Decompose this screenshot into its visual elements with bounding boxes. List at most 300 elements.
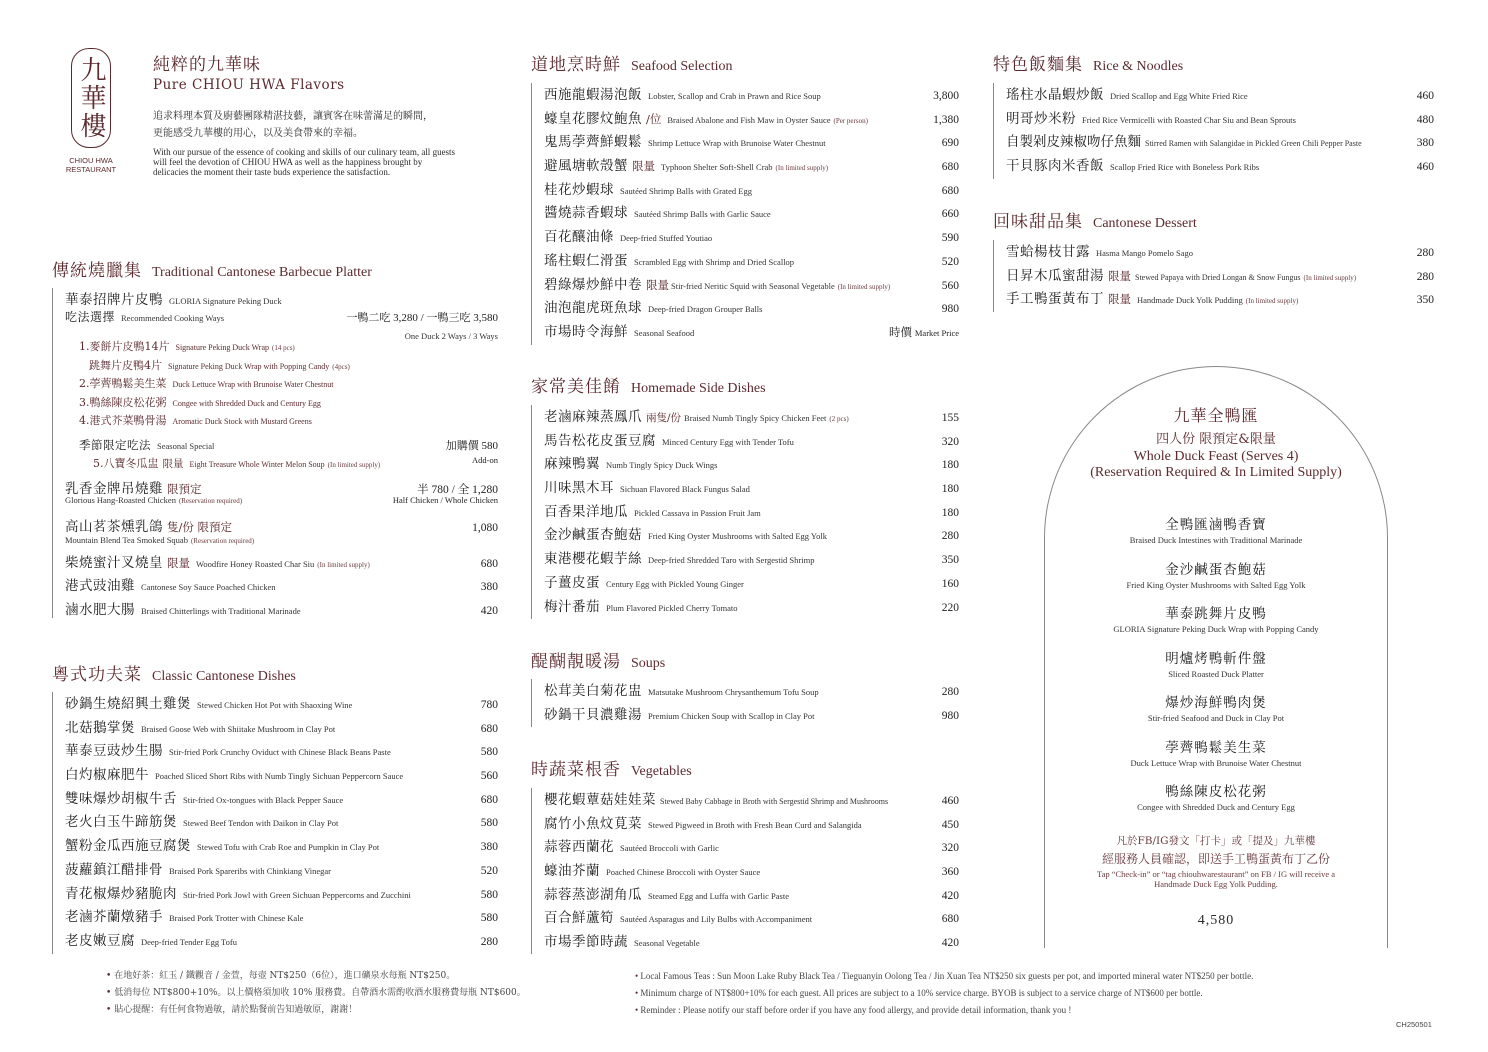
item-price: 520 (941, 255, 959, 268)
item-price: 420 (941, 889, 959, 902)
menu-item (544, 595, 959, 619)
item-name-en: Stir-fried Ox-tongues with Black Pepper Sauce (183, 794, 344, 805)
menu-item (544, 500, 959, 524)
document-code: CH250501 (1396, 1020, 1432, 1029)
footer-line: • Reminder : Please notify our staff before order if you have any food allergy, and provide detail information, thank you ! (635, 1005, 1072, 1015)
item-name-zh: 菠蘿鎮江醋排骨 (65, 861, 163, 878)
season-zh: 季節限定吃法 (79, 437, 151, 452)
home-list (531, 405, 959, 619)
footer-line: • 低消每位 NT$800+10%。以上價格須加收 10% 服務費。自帶酒水需酌收酒水服務費每瓶 NT$600。 (106, 988, 526, 998)
item-name-en: Dried Scallop and Egg White Fried Rice (1110, 91, 1248, 101)
logo-en-1: CHIOU HWA (69, 156, 113, 165)
item-price: 280 (1416, 270, 1434, 283)
item-name-en: Stir-fried Pork Jowl with Green Sichuan Peppercorns and Zucchini (183, 889, 411, 900)
item-name-zh: 百合鮮蘆筍 (544, 910, 614, 927)
item-price: 半 780 / 全 1,280 (417, 483, 498, 496)
item-price: 780 (480, 699, 498, 711)
soups-title-en: Soups (631, 656, 666, 671)
footer-line: • Local Famous Teas : Sun Moon Lake Ruby Black Tea / Tieguanyin Oolong Tea / Jin Xuan Tea NT$250 six guests per pot, and imported mineral water NT$250 per bottle. (635, 971, 1254, 981)
item-name-zh: 老皮嫩豆腐 (65, 932, 135, 949)
item-price: 350 (941, 554, 959, 567)
season-item-en: Eight Treasure Whole Winter Melon Soup (189, 459, 325, 469)
item-name-zh: 柴燒蜜汁叉燒皇 (65, 554, 163, 571)
item-name-en: Sautéed Asparagus and Lily Bulbs with Accompaniment (620, 914, 813, 925)
footer-line: • Minimum charge of NT$800+10% for each guest. All prices are subject to a 10% service charge. BYOB is subject to a service charge of NT$600 per bottle. (635, 988, 1203, 998)
feast-title-zh: 九華全鴨匯 (1173, 406, 1259, 425)
item-name-zh: 鬼馬荸薺鮮蝦鬆 (544, 134, 642, 151)
item-name-en: Scallop Fried Rice with Boneless Pork Ribs (1110, 162, 1260, 173)
item-name-zh: 百花釀油條 (544, 229, 614, 246)
item-price: 680 (480, 722, 498, 735)
item-name-en: Poached Sliced Short Ribs with Numb Tingly Sichuan Peppercorn Sauce (155, 771, 404, 782)
item-price: 180 (941, 506, 959, 519)
item-price: 155 (941, 412, 959, 424)
item-name-en: Stewed Beef Tendon with Daikon in Clay Pot (183, 818, 339, 829)
promo-zh-2: 經服務人員確認，即送手工鴨蛋黃布丁乙份 (1101, 851, 1330, 866)
market-price-zh: 時價 (888, 326, 912, 339)
item-note: (Reservation required) (178, 496, 243, 505)
item-tag: 限量 (1108, 292, 1131, 307)
item-name-zh: 北菇鵝掌煲 (65, 719, 135, 736)
promo-en-2: Handmade Duck Egg Yolk Pudding. (1154, 878, 1278, 889)
duck-feast-panel (1044, 366, 1388, 948)
item-price: 680 (480, 793, 498, 806)
item-name-en: Cantonese Soy Sauce Poached Chicken (141, 582, 276, 593)
restaurant-logo (58, 48, 124, 174)
item-name-zh: 明哥炒米粉 (1006, 110, 1076, 127)
item-name-en: Sautéed Shrimp Balls with Grated Egg (620, 185, 752, 196)
ways-price: 一鴨二吃 3,280 / 一鴨三吃 3,580 (346, 312, 498, 324)
item-name-zh: 白灼椒麻肥牛 (65, 767, 149, 784)
menu-item (65, 716, 498, 740)
menu-item (544, 201, 959, 225)
option-zh: 4.港式芥菜鴨骨湯 (79, 414, 167, 427)
item-name-en: Braised Pork Spareribs with Chinkiang Vinegar (169, 865, 331, 876)
option-zh: 2.荸薺鴨鬆美生菜 (79, 377, 167, 390)
market-price-en: Market Price (914, 327, 959, 338)
item-name-zh: 青花椒爆炒豬脆肉 (65, 885, 177, 902)
item-tag: 隻/份 限預定 (167, 519, 233, 534)
option-row (79, 394, 498, 413)
item-name-zh: 手工鴨蛋黃布丁 (1006, 291, 1104, 308)
item-name-en: Glorious Hang-Roasted Chicken (65, 494, 176, 505)
season-item-note: (In limited supply) (327, 460, 381, 469)
feast-item-zh: 荸薺鴨鬆美生菜 (1165, 739, 1267, 756)
item-name-zh: 華泰招牌片皮鴨 (65, 292, 163, 308)
home-header (531, 372, 766, 397)
feast-item-zh: 金沙鹹蛋杏鮑菇 (1165, 561, 1267, 578)
feast-item-en: GLORIA Signature Peking Duck Wrap with Popping Candy (1113, 624, 1319, 634)
item-name-zh: 子薑皮蛋 (544, 574, 600, 591)
item-name-en: Stewed Papaya with Dried Longan & Snow Fungus (1135, 272, 1301, 282)
footer-text: Minimum charge of NT$800+10% for each guest. All prices are subject to a 10% service charge. BYOB is subject to a service charge of NT$600 per bottle. (640, 988, 1203, 998)
item-name-en: Hasma Mango Pomelo Sago (1096, 248, 1194, 258)
feast-item (1045, 602, 1387, 647)
ways-en: Recommended Cooking Ways (121, 313, 225, 323)
rice-title-zh: 特色飯麵集 (993, 55, 1083, 75)
item-name-en: Stir-fried Pork Crunchy Oviduct with Chinese Black Beans Paste (169, 747, 391, 758)
item-tag: 限量 (1108, 268, 1131, 283)
item-name-zh: 華泰豆豉炒生腸 (65, 743, 163, 760)
item-name-zh: 老火白玉牛蹄筋煲 (65, 814, 177, 831)
item-name-zh: 瑤柱蝦仁滑蛋 (544, 252, 628, 269)
feast-item (1045, 736, 1387, 781)
item-note: (In limited supply) (1303, 273, 1357, 282)
menu-item (544, 107, 959, 131)
item-price: 460 (941, 795, 959, 807)
option-note: (14 pcs) (272, 344, 295, 352)
intro-body-en-2: will feel the devotion of CHIOU HWA as well as the happiness brought by (153, 157, 423, 167)
item-price: 380 (480, 581, 498, 594)
item-name-zh: 西施龍蝦湯泡飯 (544, 87, 642, 103)
item-name-zh: 蒜蓉西蘭花 (544, 839, 614, 856)
option-zh: 跳舞片皮鴨4片 (89, 358, 162, 372)
footer-text: 貼心提醒：有任何食物過敏，請於點餐前告知過敏原，謝謝！ (114, 1005, 358, 1015)
item-price: 380 (1416, 137, 1434, 150)
menu-item (544, 225, 959, 249)
item-name-zh: 百香果洋地瓜 (544, 503, 628, 520)
home-title-zh: 家常美佳餚 (531, 377, 621, 397)
menu-item (544, 320, 959, 344)
intro-body-zh-2: 更能感受九華樓的用心，以及美食帶來的幸福。 (153, 128, 363, 139)
item-price: 3,800 (933, 90, 959, 102)
feast-subtitle-en: (Reservation Required & In Limited Supply) (1090, 465, 1342, 480)
item-name-zh: 腐竹小魚炆莧菜 (544, 815, 642, 832)
intro-body-en-1: With our pursue of the essence of cooking and skills of our culinary team, all guests (153, 147, 456, 157)
item-price: 280 (1416, 247, 1434, 259)
feast-item-en: Braised Duck Intestines with Traditional Marinade (1129, 535, 1303, 545)
item-price: 180 (941, 459, 959, 472)
feast-promo (1045, 833, 1387, 889)
soups-header (531, 647, 665, 672)
bbq-title-zh: 傳統燒臘集 (52, 261, 142, 281)
menu-item (544, 178, 959, 202)
menu-item (544, 788, 959, 812)
menu-item (65, 574, 498, 598)
veg-list (531, 788, 959, 954)
intro-body-zh-1: 追求料理本質及廚藝團隊精湛技藝，讓賓客在味蕾滿足的瞬間， (153, 111, 433, 122)
item-name-zh: 乳香金牌吊燒雞 (65, 480, 163, 497)
menu-item (544, 476, 959, 500)
item-price: 1,380 (933, 113, 959, 126)
item-price: 660 (941, 208, 959, 221)
menu-item (65, 858, 498, 882)
menu-item (1006, 287, 1434, 311)
feast-item-zh: 爆炒海鮮鴨肉煲 (1165, 695, 1267, 711)
item-name-en: Matsutake Mushroom Chrysanthemum Tofu Soup (648, 687, 819, 697)
item-price: 180 (941, 483, 959, 496)
item-name-zh: 雙味爆炒胡椒牛舌 (65, 790, 177, 807)
menu-item (65, 515, 498, 535)
option-en: Congee with Shredded Duck and Century Egg (172, 398, 321, 408)
item-name-en: Deep-fried Stuffed Youtiao (620, 233, 713, 244)
menu-item (65, 551, 498, 575)
item-price: 680 (480, 557, 498, 570)
intro-body-en-3: delicacies the moment their taste buds experience the satisfaction. (153, 167, 391, 177)
item-name-en: Stewed Pigweed in Broth with Fresh Bean Curd and Salangida (648, 819, 862, 830)
item-name-en: Scrambled Egg with Shrimp and Dried Scallop (634, 256, 795, 267)
item-price: 580 (480, 817, 498, 830)
menu-item (544, 812, 959, 836)
bbq-header (52, 256, 372, 281)
menu-item (544, 930, 959, 954)
item-name-zh: 雪蛤楊枝甘露 (1006, 244, 1090, 260)
item-price-en: Half Chicken / Whole Chicken (392, 494, 498, 505)
item-name-en: Stewed Tofu with Crab Roe and Pumpkin in Clay Pot (197, 842, 380, 853)
feast-item-zh: 鴨絲陳皮松花粥 (1165, 784, 1267, 800)
menu-item (1006, 107, 1434, 131)
menu-item (544, 679, 959, 703)
item-name-en: Poached Chinese Broccoli with Oyster Sauce (606, 867, 761, 878)
item-price: 680 (941, 913, 959, 926)
option-en: Duck Lettuce Wrap with Brunoise Water Chestnut (172, 380, 334, 389)
option-row (79, 412, 498, 431)
item-price: 360 (941, 866, 959, 879)
feast-item-zh: 明爐烤鴨斬件盤 (1165, 650, 1267, 667)
feast-item (1045, 558, 1387, 603)
dessert-list (993, 240, 1434, 312)
seasonal-row (65, 437, 498, 455)
feast-item-zh: 華泰跳舞片皮鴨 (1165, 606, 1267, 622)
seafood-header (531, 50, 732, 75)
menu-sub-row (65, 308, 498, 324)
rice-title-en: Rice & Noodles (1093, 59, 1184, 74)
item-tag: 限量 (167, 555, 190, 570)
item-name-en: Stirred Ramen with Salangidae in Pickled Green Chili Pepper Paste (1145, 139, 1362, 149)
item-name-zh: 滷水肥大腸 (65, 601, 135, 618)
item-name-en: Steamed Egg and Luffa with Garlic Paste (648, 890, 789, 901)
item-price: 350 (1416, 294, 1434, 307)
dessert-title-en: Cantonese Dessert (1093, 216, 1197, 231)
item-name-en: Shrimp Lettuce Wrap with Brunoise Water Chestnut (648, 138, 826, 149)
item-price: 980 (941, 303, 959, 316)
footer-line: • 貼心提醒：有任何食物過敏，請於點餐前告知過敏原，謝謝！ (106, 1005, 358, 1015)
feast-subtitle-zh: 四人份 限預定&限量 (1156, 432, 1276, 447)
item-price: 680 (941, 184, 959, 197)
menu-item (544, 154, 959, 178)
item-price: 450 (941, 818, 959, 831)
menu-item (544, 523, 959, 547)
item-price: 560 (480, 770, 498, 783)
menu-item (65, 598, 498, 622)
footer-en (635, 968, 1435, 1019)
item-name-en: Sautéed Shrimp Balls with Garlic Sauce (634, 209, 771, 220)
footer-line: • 在地好茶：紅玉 / 鐵觀音 / 金萱，每壺 NT$250（6位），進口礦泉水每瓶 NT$250。 (106, 971, 456, 981)
item-name-zh: 市場季節時蔬 (544, 934, 628, 951)
item-price (889, 324, 959, 340)
item-note: (Reservation required) (190, 536, 255, 545)
item-name-en: Stir-fried Neritic Squid with Seasonal Vegetable (671, 280, 835, 291)
intro-title-en: Pure CHIOU HWA Flavors (153, 77, 345, 93)
item-price: 590 (941, 232, 959, 245)
logo-mark: 九華樓 (71, 48, 111, 148)
item-name-en: Seasonal Vegetable (634, 938, 700, 949)
option-row (79, 357, 498, 376)
item-name-en: Fried King Oyster Mushrooms with Salted Egg Yolk (648, 531, 827, 542)
item-note: (In limited supply) (775, 164, 829, 173)
item-name-zh: 市場時令海鮮 (544, 323, 628, 340)
item-price: 280 (941, 530, 959, 543)
item-name-zh: 碧綠爆炒鮮中卷 (544, 276, 642, 293)
item-price: 380 (480, 841, 498, 854)
footer-text: Local Famous Teas : Sun Moon Lake Ruby Black Tea / Tieguanyin Oolong Tea / Jin Xuan Tea NT$250 six guests per pot, and imported mineral water NT$250 per bottle. (640, 971, 1254, 981)
item-name-zh: 東港櫻花蝦芋絲 (544, 551, 642, 568)
item-name-zh: 高山茗茶燻乳鴿 (65, 518, 163, 535)
season-en: Seasonal Special (157, 440, 215, 451)
menu-item (65, 288, 498, 308)
seafood-title-en: Seafood Selection (631, 59, 733, 74)
item-price: 980 (941, 709, 959, 722)
menu-item (1006, 264, 1434, 288)
item-name-en: Deep-fried Dragon Grouper Balls (648, 304, 763, 315)
feast-item-zh: 全鴨匯滷鴨香寶 (1165, 517, 1267, 533)
item-price: 460 (1416, 161, 1434, 174)
item-name-en: Deep-fried Tender Egg Tofu (141, 936, 237, 947)
veg-title-zh: 時蔬菜根香 (531, 760, 621, 780)
seafood-list (531, 83, 959, 345)
item-price: 560 (941, 279, 959, 292)
classic-header (52, 660, 296, 685)
veg-header (531, 755, 692, 780)
menu-item (544, 703, 959, 727)
item-note: (2 pcs) (829, 415, 849, 423)
item-price: 1,080 (472, 521, 498, 534)
menu-item (65, 763, 498, 787)
menu-item (544, 547, 959, 571)
seasonal-item (65, 455, 498, 471)
feast-item-en: Fried King Oyster Mushrooms with Salted Egg Yolk (1126, 579, 1306, 590)
item-name-zh: 日昇木瓜蜜甜湯 (1006, 267, 1104, 284)
item-price: 220 (941, 601, 959, 614)
menu-item (544, 571, 959, 595)
item-price: 480 (1416, 113, 1434, 126)
item-price: 580 (480, 746, 498, 759)
item-name-zh: 蠔皇花膠炆鮑魚 (544, 110, 642, 127)
item-name-en: Lobster, Scallop and Crab in Prawn and Rice Soup (648, 91, 821, 101)
feast-item-en: Sliced Roasted Duck Platter (1168, 668, 1264, 679)
item-price: 420 (480, 604, 498, 617)
item-name-zh: 蒜蓉蒸澎湖角瓜 (544, 886, 642, 903)
item-price: 580 (480, 912, 498, 925)
ways-price-en: One Duck 2 Ways / 3 Ways (404, 331, 498, 341)
classic-title-en: Classic Cantonese Dishes (152, 669, 296, 684)
rice-header (993, 50, 1183, 75)
item-name-en: Deep-fried Shredded Taro with Sergestid Shrimp (648, 555, 815, 566)
item-name-en: Sautéed Broccoli with Garlic (620, 843, 719, 854)
item-tag: 限預定 (167, 481, 202, 496)
option-note: (4pcs) (332, 362, 350, 371)
dessert-title-zh: 回味甜品集 (993, 212, 1083, 232)
item-name-en: Handmade Duck Yolk Pudding (1137, 295, 1243, 306)
feast-item (1045, 691, 1387, 736)
menu-item (544, 130, 959, 154)
item-name-en: Premium Chicken Soup with Scallop in Clay Pot (648, 710, 815, 721)
menu-item (1006, 83, 1434, 107)
item-name-zh: 櫻花蝦蕈菇娃娃菜 (544, 792, 656, 808)
item-name-zh: 瑤柱水晶蝦炒飯 (1006, 87, 1104, 103)
menu-item (544, 273, 959, 297)
item-name-en: Minced Century Egg with Tender Tofu (662, 436, 794, 447)
option-en: Signature Peking Duck Wrap (175, 343, 270, 352)
item-price: 320 (941, 842, 959, 855)
feast-item (1045, 780, 1387, 825)
feast-price: 4,580 (1197, 912, 1235, 928)
item-name-zh: 蟹粉金瓜西施豆腐煲 (65, 838, 191, 855)
menu-item (1006, 130, 1434, 154)
item-price: 690 (941, 137, 959, 150)
menu-item (544, 835, 959, 859)
feast-header (1045, 403, 1387, 481)
item-price: 160 (941, 577, 959, 590)
item-tag: 限量 (646, 277, 669, 292)
feast-item (1045, 647, 1387, 692)
item-name-en: Stewed Baby Cabbage in Broth with Sergestid Shrimp and Mushrooms (660, 797, 889, 806)
menu-item (544, 249, 959, 273)
menu-item (65, 739, 498, 763)
item-name-zh: 麻辣鴨翼 (544, 456, 600, 473)
item-name-en: Braised Numb Tingly Spicy Chicken Feet (684, 413, 827, 423)
item-name-zh: 砂鍋生燒紹興土雞煲 (65, 696, 191, 712)
menu-item (544, 452, 959, 476)
footer-zh (106, 968, 616, 1019)
item-name-zh: 自製剁皮辣椒吻仔魚麵 (1006, 134, 1141, 151)
feast-items (1045, 513, 1387, 825)
menu-item (544, 83, 959, 107)
season-item-tag: 限量 (162, 457, 184, 470)
menu-item (544, 906, 959, 930)
menu-item (65, 810, 498, 834)
season-price: 加購價 580 (445, 439, 498, 452)
item-price: 680 (941, 161, 959, 174)
item-name-zh: 松茸美白菊花盅 (544, 683, 642, 699)
soups-title-zh: 醍醐靚暖湯 (531, 652, 621, 672)
item-name-en: Braised Abalone and Fish Maw in Oyster Sauce (667, 114, 831, 125)
menu-item (65, 477, 498, 495)
intro-block (153, 50, 498, 177)
item-price: 580 (480, 888, 498, 901)
promo-zh-1: 凡於FB/IG發文「打卡」或「提及」九華樓 (1116, 834, 1316, 847)
ways-zh: 吃法選擇 (65, 310, 116, 324)
classic-title-zh: 粵式功夫菜 (52, 665, 142, 685)
item-note: (In limited supply) (1245, 297, 1299, 306)
item-name-en: Sichuan Flavored Black Fungus Salad (620, 484, 750, 495)
classic-list (52, 692, 498, 954)
item-name-en: Braised Pork Trotter with Chinese Kale (169, 913, 304, 924)
feast-item (1045, 513, 1387, 558)
item-name-zh: 老滷芥蘭燉豬手 (65, 909, 163, 926)
menu-item (65, 905, 498, 929)
item-name-zh: 油泡龍虎斑魚球 (544, 300, 642, 317)
footer-text: 低消每位 NT$800+10%。以上價格須加收 10% 服務費。自帶酒水需酌收酒水服務費每瓶 NT$600。 (114, 988, 526, 998)
item-name-zh: 老滷麻辣蒸鳳爪 (544, 409, 642, 425)
feast-item-en: Congee with Shredded Duck and Century Egg (1137, 802, 1295, 812)
item-note: (In limited supply) (837, 282, 891, 291)
footer-text: 在地好茶：紅玉 / 鐵觀音 / 金萱，每壺 NT$250（6位），進口礦泉水每瓶 NT$250。 (114, 971, 456, 981)
logo-en-2: RESTAURANT (65, 165, 117, 174)
item-name-en: Mountain Blend Tea Smoked Squab (65, 534, 188, 545)
item-name-zh: 砂鍋干貝濃雞湯 (544, 706, 642, 723)
menu-item (65, 929, 498, 953)
menu-item-en-row (65, 495, 498, 509)
item-price: 420 (941, 937, 959, 950)
menu-item (544, 296, 959, 320)
menu-item (65, 834, 498, 858)
item-price: 520 (480, 864, 498, 877)
promo-en-1: Tap “Check-in” or “tag chiouhwarestaurant” on FB / IG will receive a (1096, 868, 1336, 879)
home-title-en: Homemade Side Dishes (631, 381, 766, 396)
bbq-list (52, 288, 498, 618)
item-name-zh: 避風塘軟殼蟹 (544, 158, 628, 175)
